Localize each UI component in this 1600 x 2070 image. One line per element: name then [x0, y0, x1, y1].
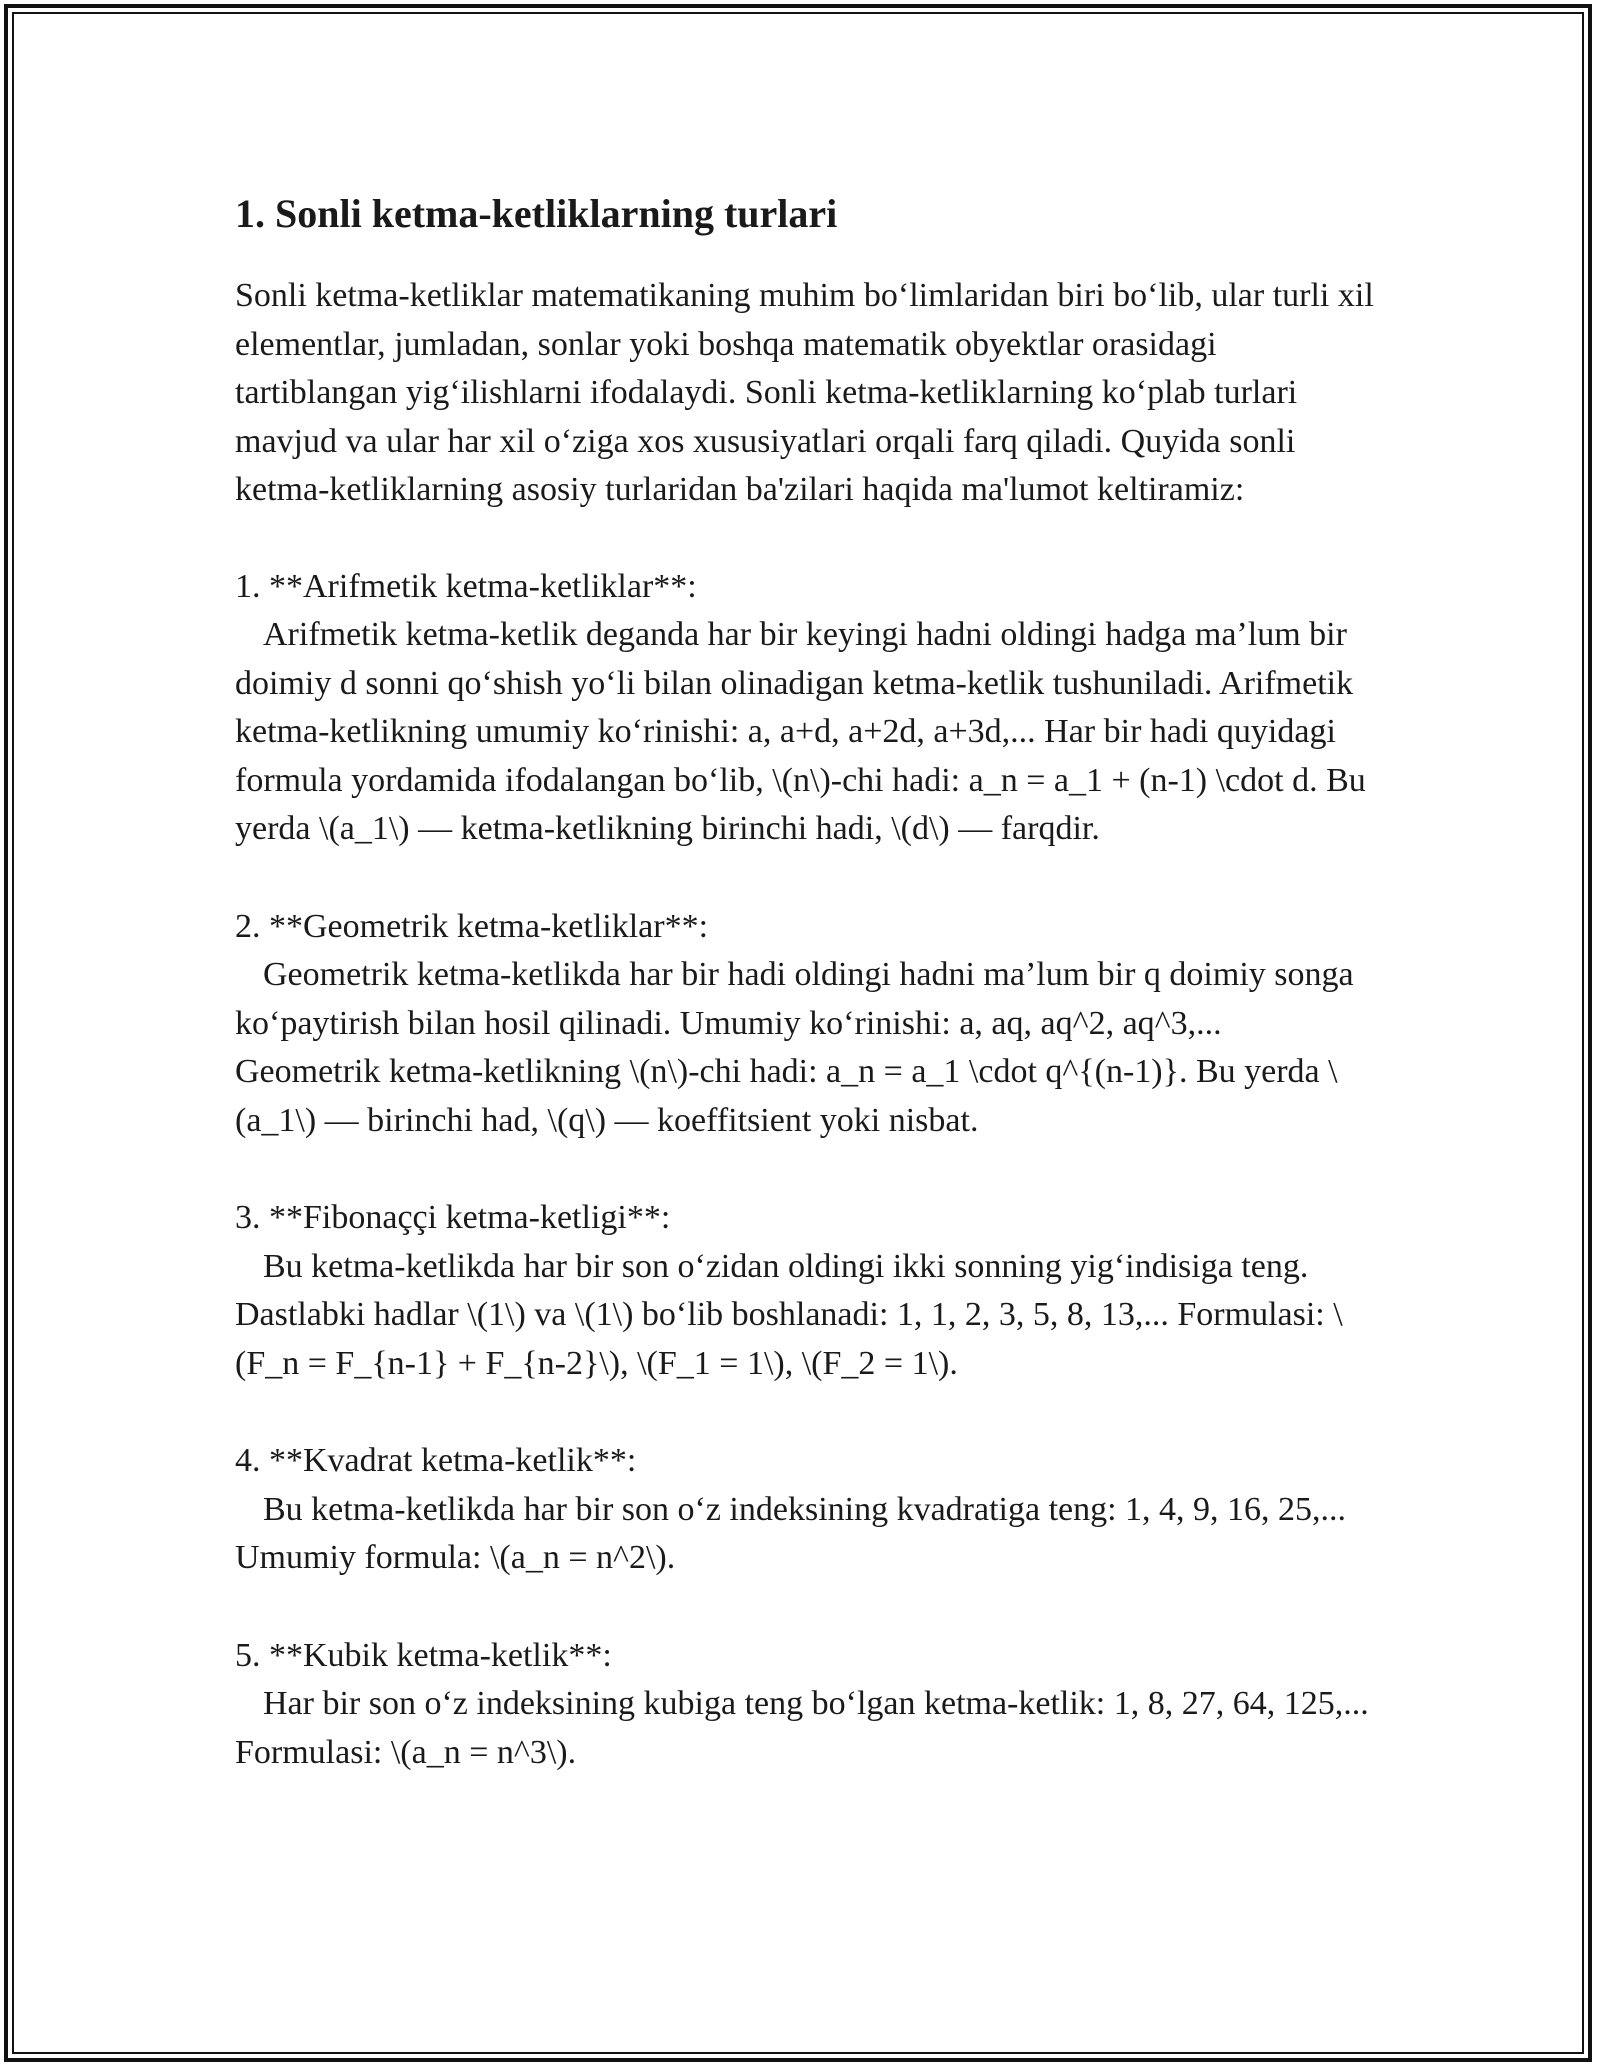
section-body: Arifmetik ketma-ketlik deganda har bir keyingi hadni oldingi hadga ma’lum bir doimiy d sonni qo‘shish yo‘li bilan olinadigan ketma-ketlik tushuniladi. Arifmetik ketma-ketlikning umumiy ko‘rinishi: a, a+d, a+2d, a+3d,... Har bir hadi quyidagi formula yordamida ifodalangan bo‘lib, \(n\)-chi hadi: a_n = a_1 + (n-1) \cdot d. Bu yerda \(a_1\) — ketma-ketlikning birinchi hadi, \(d\) — farqdir. — [235, 616, 1366, 847]
page-title: 1. Sonli ketma-ketliklarning turlari — [235, 191, 838, 236]
section-heading: 5. **Kubik ketma-ketlik**: — [235, 1636, 612, 1674]
section-cubic — [235, 1632, 1375, 1778]
intro-paragraph: Sonli ketma-ketliklar matematikaning muhim bo‘limlaridan biri bo‘lib, ular turli xil elementlar, jumladan, sonlar yoki boshqa matematik obyektlar orasidagi tartiblangan yig‘ilishlarni ifodalaydi. Sonli ketma-ketliklarning ko‘plab turlari mavjud va ular har xil o‘ziga xos xususiyatlari orqali farq qiladi. Quyida sonli ketma-ketliklarning asosiy turlaridan ba'zilari haqida ma'lumot keltiramiz: — [235, 277, 1374, 508]
section-heading: 4. **Kvadrat ketma-ketlik**: — [235, 1442, 637, 1479]
section-heading: 2. **Geometrik ketma-ketliklar**: — [235, 907, 709, 945]
section-arithmetic — [235, 563, 1375, 854]
section-geometric — [235, 903, 1375, 1146]
section-body: Geometrik ketma-ketlikda har bir hadi oldingi hadni ma’lum bir q doimiy songa ko‘paytirish bilan hosil qilinadi. Umumiy ko‘rinishi: a, aq, aq^2, aq^3,... Geometrik ketma-ketlikning \(n\)-chi hadi: a_n = a_1 \cdot q^{(n-1)}. Bu yerda \(a_1\) — birinchi had, \(q\) — koeffitsient yoki nisbat. — [235, 956, 1354, 1139]
section-heading: 1. **Arifmetik ketma-ketliklar**: — [235, 567, 697, 605]
document-content — [235, 186, 1375, 1826]
section-square — [235, 1437, 1375, 1583]
section-body: Har bir son o‘z indeksining kubiga teng bo‘lgan ketma-ketlik: 1, 8, 27, 64, 125,... Formulasi: \(a_n = n^3\). — [235, 1685, 1369, 1771]
section-heading: 3. **Fibonaççi ketma-ketligi**: — [235, 1199, 671, 1236]
section-body: Bu ketma-ketlikda har bir son o‘zidan oldingi ikki sonning yig‘indisiga teng. Dastlabki hadlar \(1\) va \(1\) bo‘lib boshlanadi: 1, 1, 2, 3, 5, 8, 13,... Formulasi: \(F_n = F_{n-1} + F_{n-2}\), \(F_1 = 1\), \(F_2 = 1\). — [235, 1247, 1343, 1382]
section-fibonacci — [235, 1194, 1375, 1388]
section-body: Bu ketma-ketlikda har bir son o‘z indeksining kvadratiga teng: 1, 4, 9, 16, 25,... Umumiy formula: \(a_n = n^2\). — [235, 1490, 1347, 1576]
